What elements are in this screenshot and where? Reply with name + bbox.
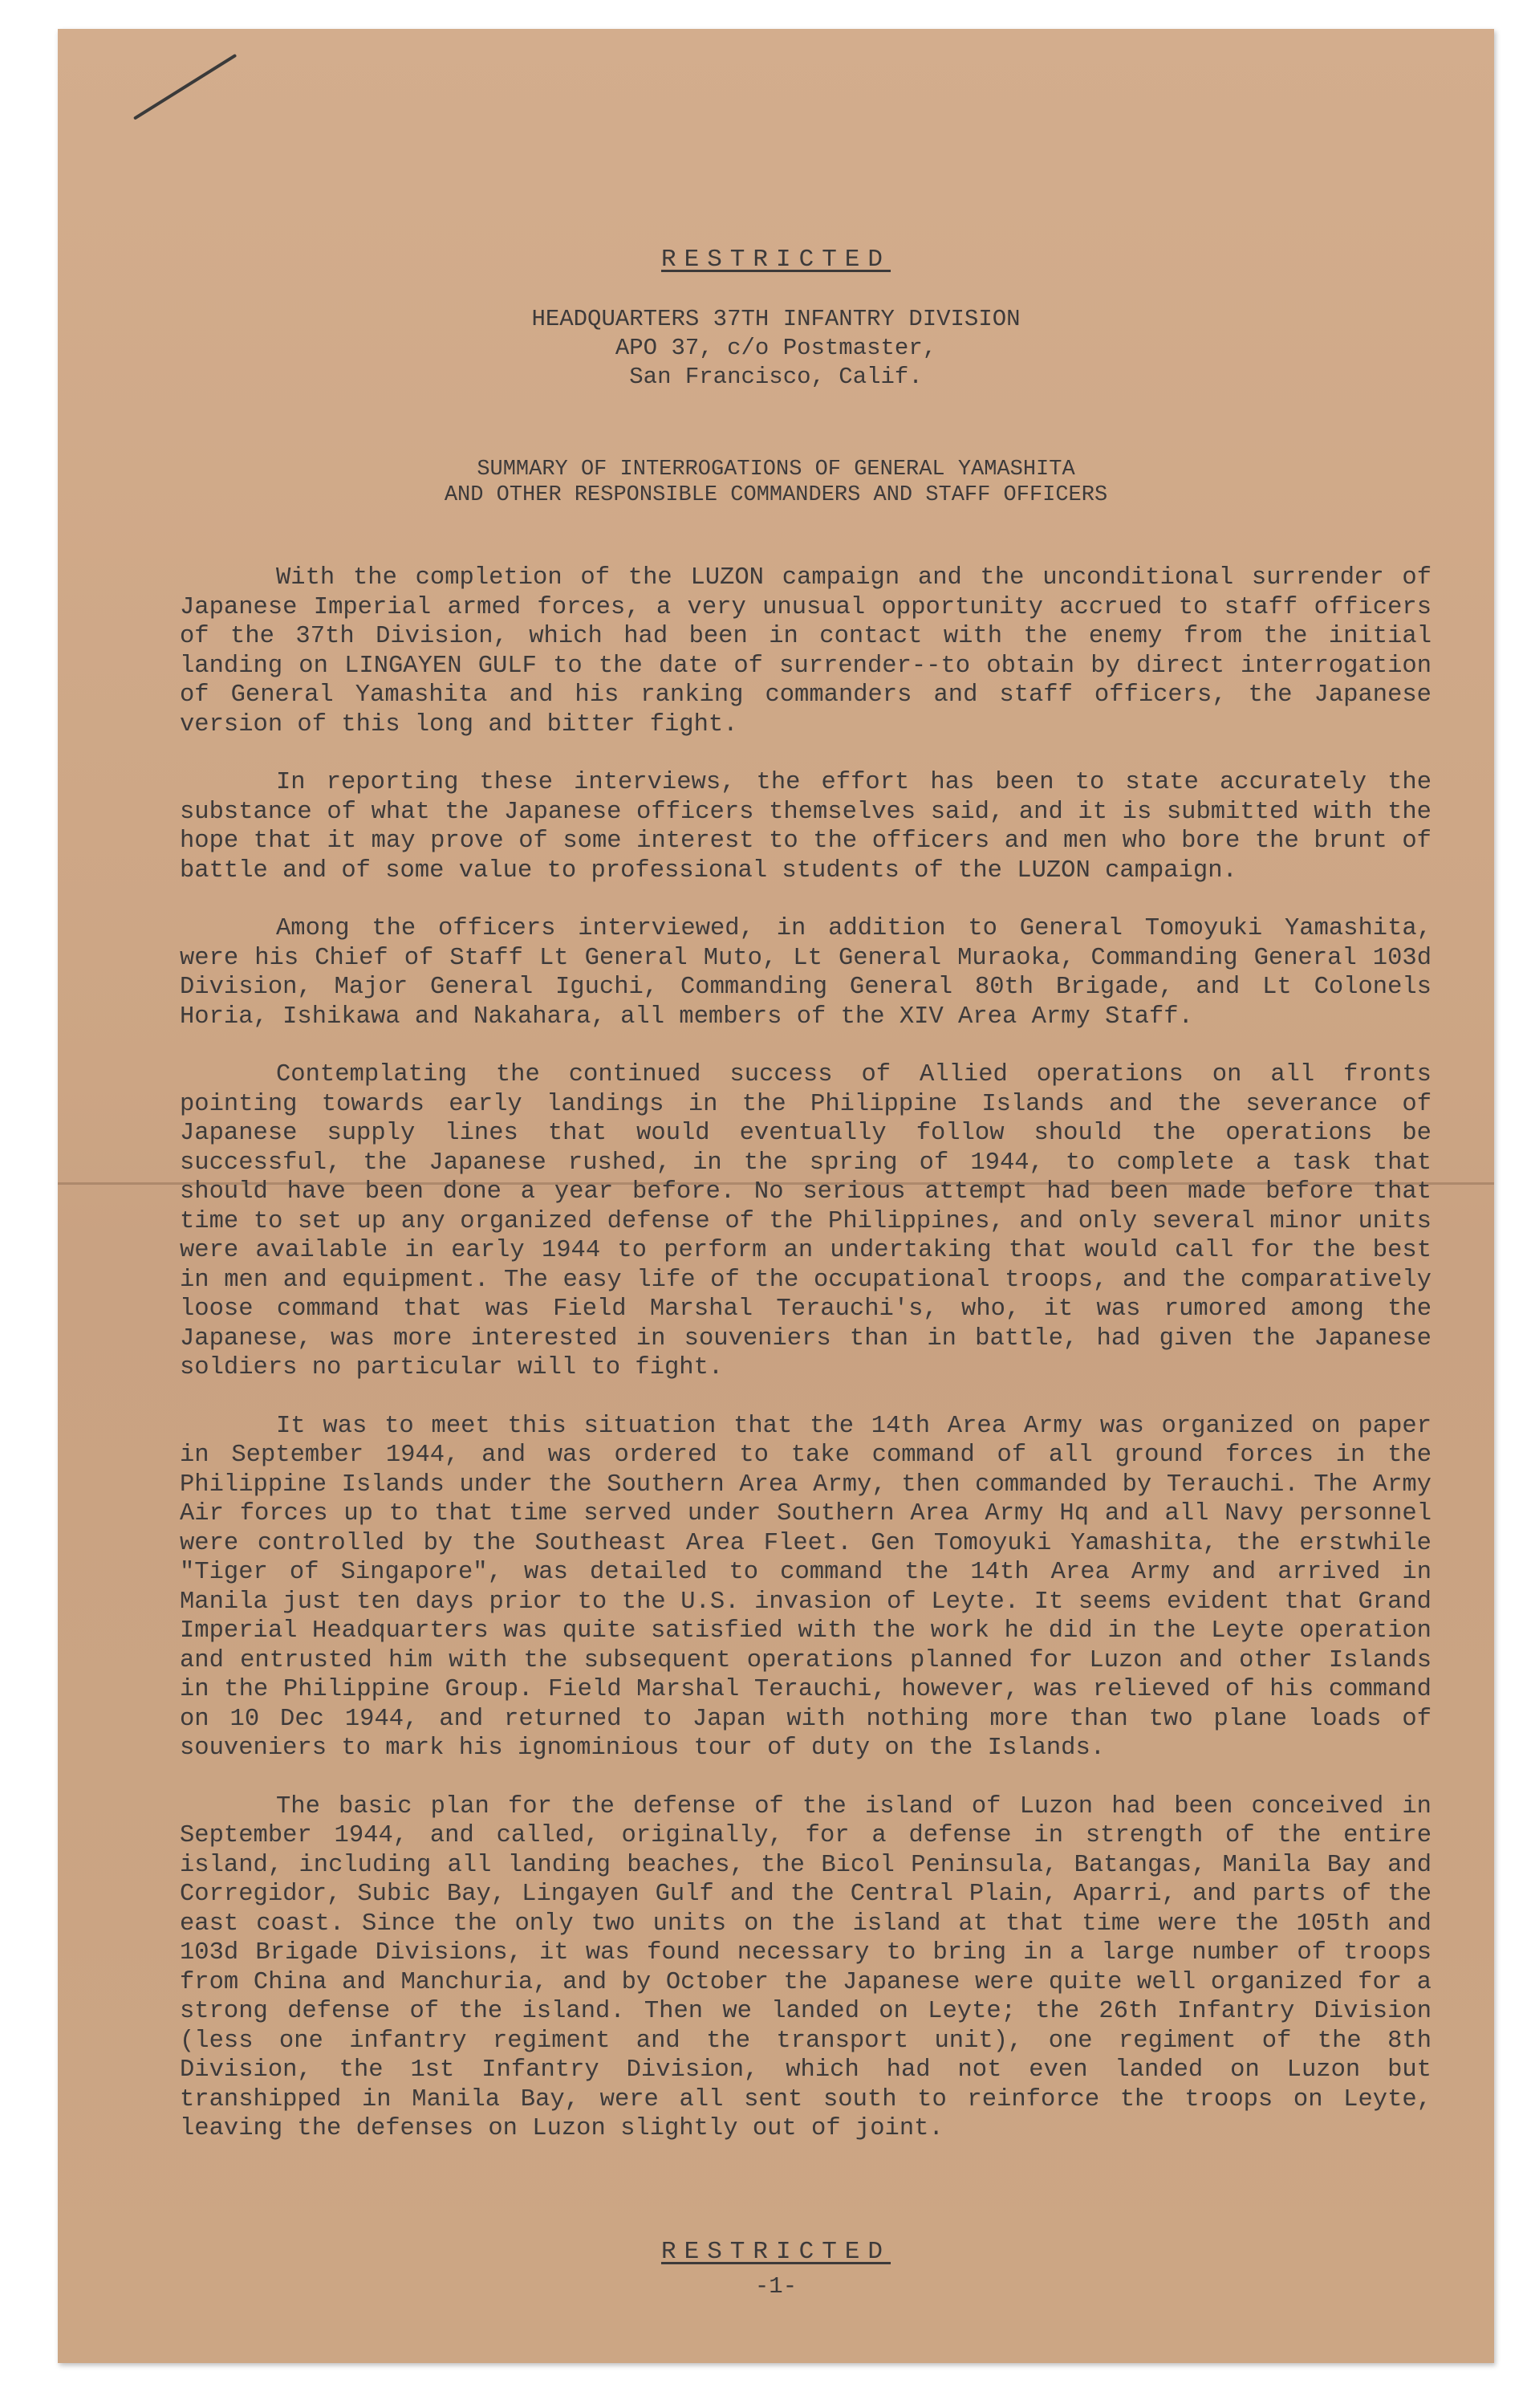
page-number: -1- — [754, 2273, 798, 2300]
address-line-2: San Francisco, Calif. — [629, 364, 923, 390]
paragraph: It was to meet this situation that the 14th Area Army was organized on paper in September 1944, and was ordered to take command of all ground forces in the Philippine Islands under the Southern Area Army, then commanded by Terauchi. The Army Air forces up to that time served under Southern Area Army Hq and all Navy personnel were controlled by the Southeast Area Fleet. Gen Tomoyuki Yamashita, the erstwhile "Tiger of Singapore", was detailed to command the 14th Area Army and arrived in Manila just ten days prior to the U.S. invasion of Leyte. It seems evident that Grand Imperial Headquarters was quite satisfied with the work he did in the Leyte operation and entrusted him with the subsequent operations planned for Luzon and other Islands in the Philippine Group. Field Marshal Terauchi, however, was relieved of his command on 10 Dec 1944, and returned to Japan with nothing more than two plane loads of souveniers to mark his ignominious tour of duty on the Islands. — [180, 1412, 1432, 1762]
title-line-2: AND OTHER RESPONSIBLE COMMANDERS AND STAFF OFFICERS — [444, 483, 1108, 507]
document-title — [58, 457, 1494, 508]
classification-footer: RESTRICTED — [660, 2238, 891, 2266]
unit-heading — [58, 305, 1494, 392]
unit-name: HEADQUARTERS 37TH INFANTRY DIVISION — [531, 306, 1021, 332]
classification-header: RESTRICTED — [660, 246, 891, 274]
title-line-1: SUMMARY OF INTERROGATIONS OF GENERAL YAMASHITA — [477, 458, 1075, 482]
paragraph: The basic plan for the defense of the island of Luzon had been conceived in September 1944, and called, originally, for a defense in strength of the entire island, including all landing beaches, the Bicol Peninsula, Batangas, Manila Bay and Corregidor, Subic Bay, Lingayen Gulf and the Central Plain, Aparri, and parts of the east coast. Since the only two units on the island at that time were the 105th and 103d Brigade Divisions, it was found necessary to bring in a large number of troops from China and Manchuria, and by October the Japanese were quite well organized for a strong defense of the island. Then we landed on Leyte; the 26th Infantry Division (less one infantry regiment and the transport unit), one regiment of the 8th Division, the 1st Infantry Division, which had not even landed on Luzon but transhipped in Manila Bay, were all sent south to reinforce the troops on Leyte, leaving the defenses on Luzon slightly out of joint. — [180, 1792, 1432, 2142]
paragraph: In reporting these interviews, the effort has been to state accurately the substance of what the Japanese officers themselves said, and it is submitted with the hope that it may prove of some interest to the officers and men who bore the brunt of battle and of some value to professional students of the LUZON campaign. — [180, 769, 1432, 885]
body-text — [180, 563, 1432, 2173]
document-page — [58, 29, 1494, 2363]
paragraph: With the completion of the LUZON campaign and the unconditional surrender of Japanese Imperial armed forces, a very unusual opportunity accrued to staff officers of the 37th Division, which had been in contact with the enemy from the initial landing on LINGAYEN GULF to the date of surrender--to obtain by direct interrogation of General Yamashita and his ranking commanders and staff officers, the Japanese version of this long and bitter fight. — [180, 564, 1432, 738]
pen-mark — [133, 54, 237, 120]
paragraph: Among the officers interviewed, in addition to General Tomoyuki Yamashita, were his Chief of Staff Lt General Muto, Lt General Muraoka, Commanding General 103d Division, Major General Iguchi, Commanding General 80th Brigade, and Lt Colonels Horia, Ishikawa and Nakahara, all members of the XIV Area Army Staff. — [180, 915, 1432, 1031]
address-line-1: APO 37, c/o Postmaster, — [615, 335, 937, 361]
paragraph: Contemplating the continued success of Allied operations on all fronts pointing towards early landings in the Philippine Islands and the severance of Japanese supply lines that would eventually follow should the operations be successful, the Japanese rushed, in the spring of 1944, to complete a task that should have been done a year before. No serious attempt had been made before that time to set up any organized defense of the Philippines, and only several minor units were available in early 1944 to perform an undertaking that would call for the best in men and equipment. The easy life of the occupational troops, and the comparatively loose command that was Field Marshal Terauchi's, who, it was rumored among the Japanese, was more interested in souveniers than in battle, had given the Japanese soldiers no particular will to fight. — [180, 1061, 1432, 1381]
